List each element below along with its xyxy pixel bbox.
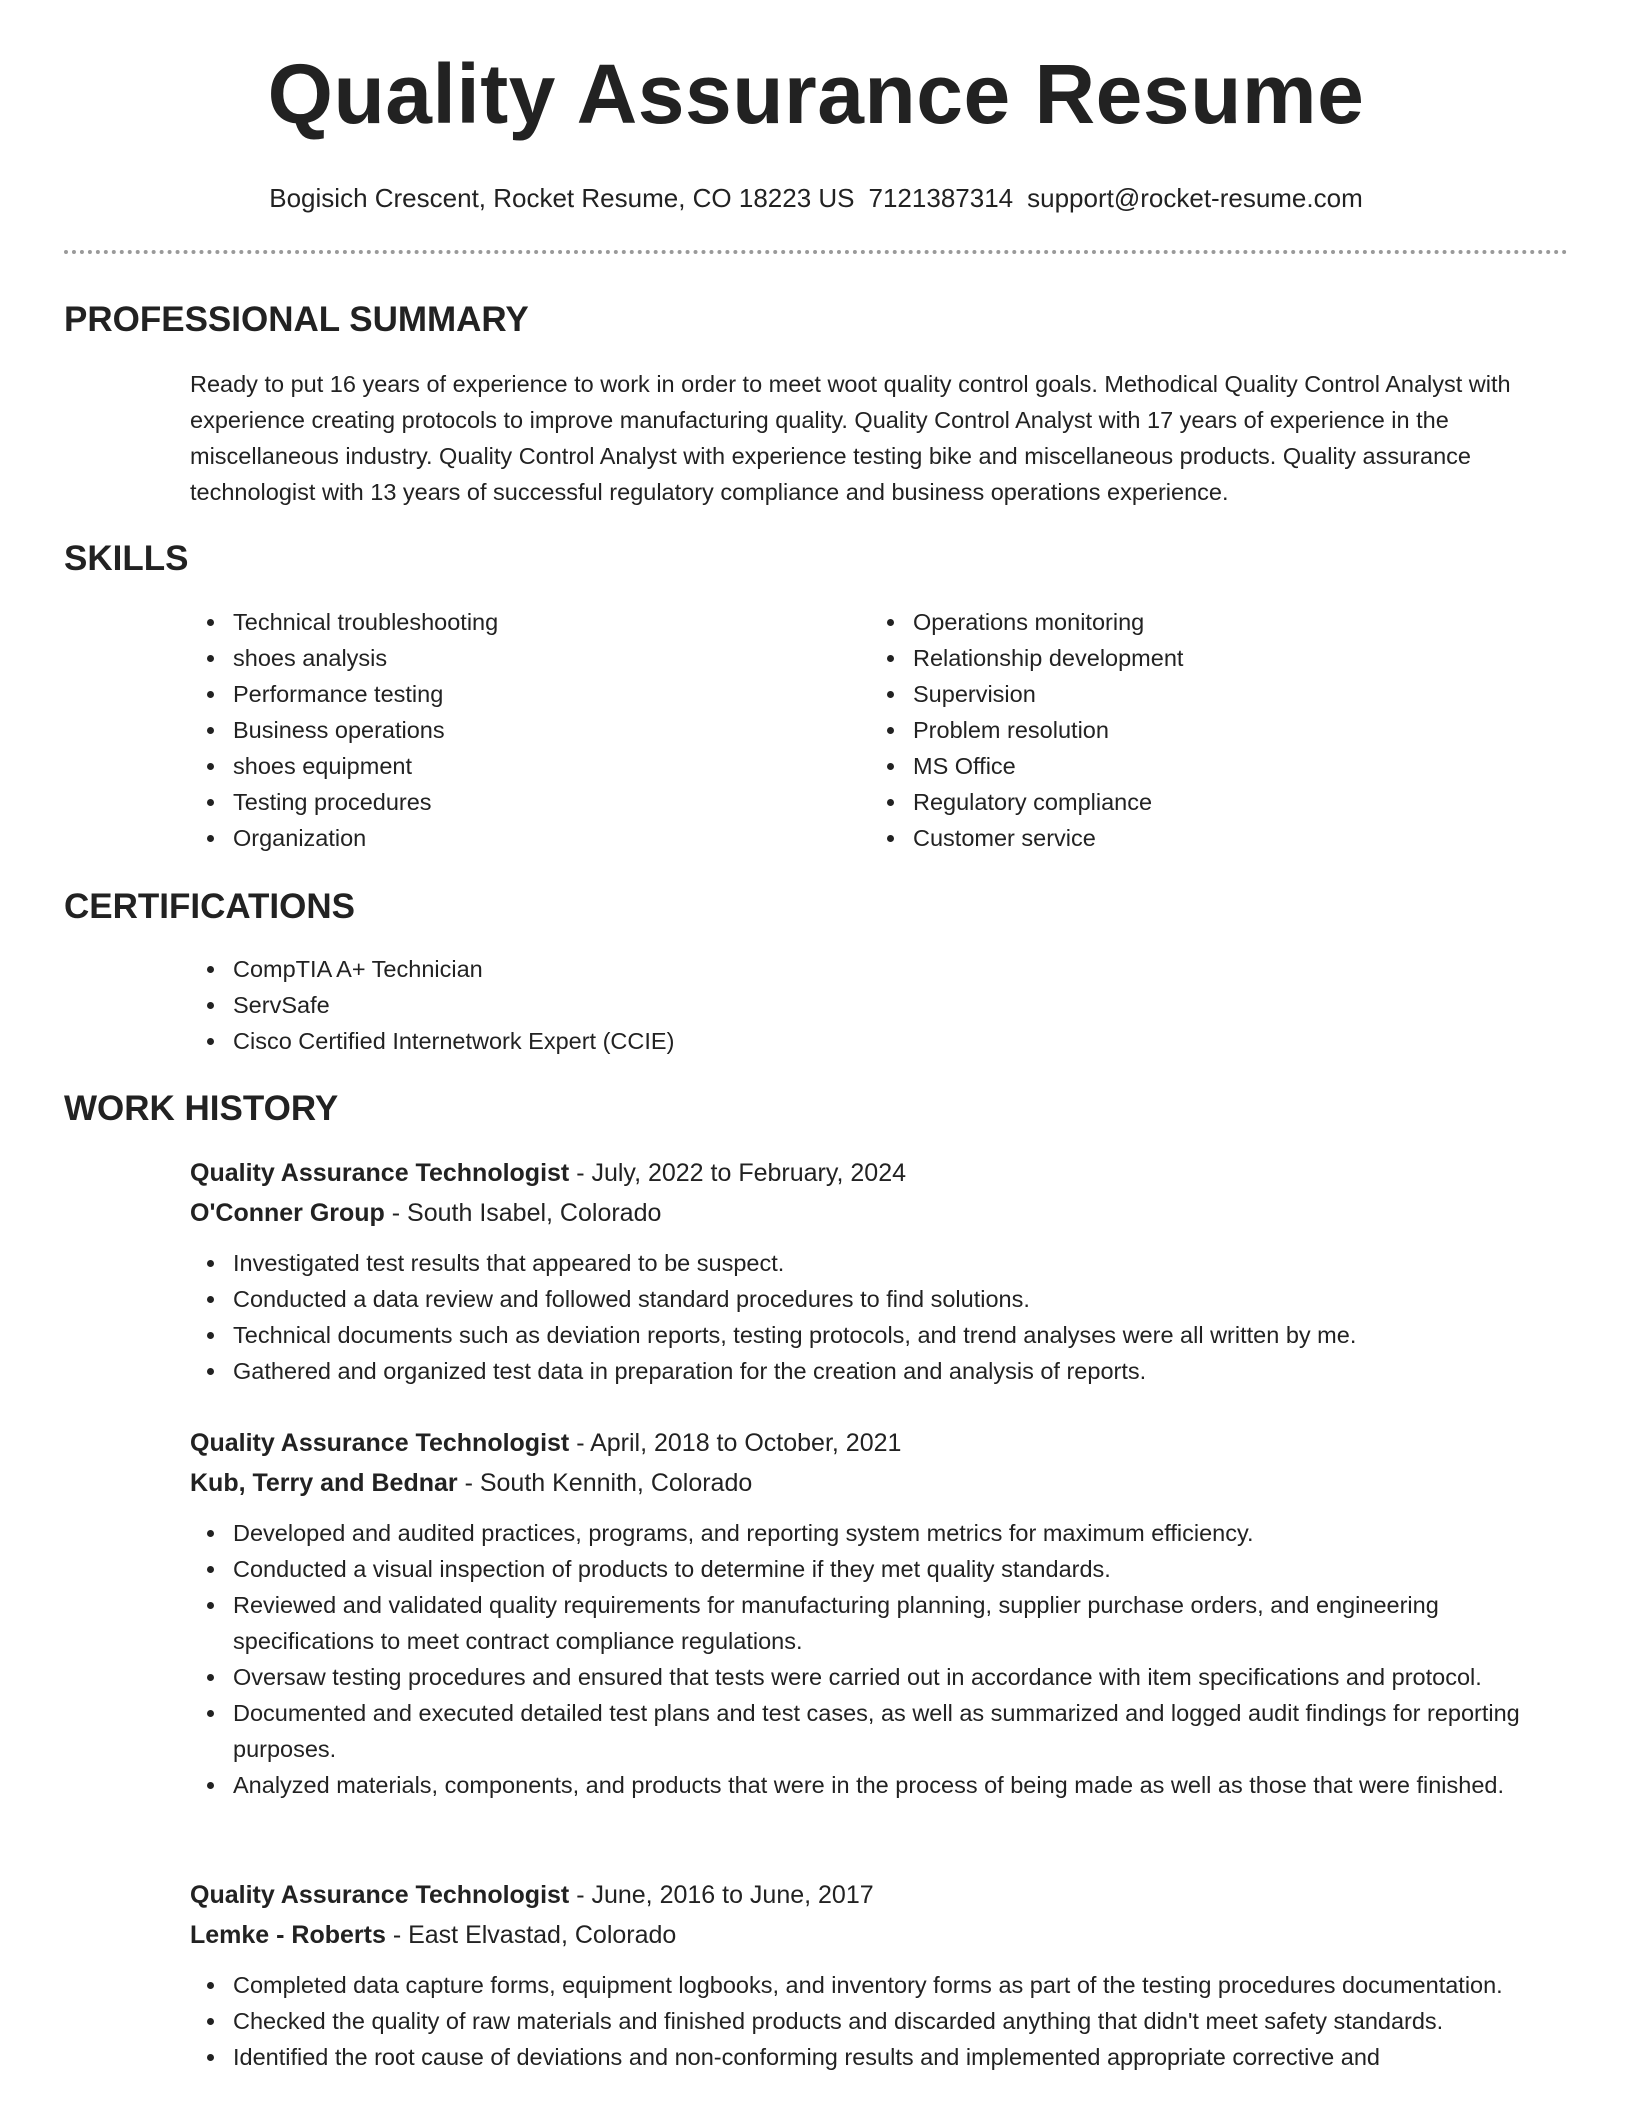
summary-heading: PROFESSIONAL SUMMARY bbox=[64, 300, 529, 339]
job-title-line bbox=[190, 1153, 1580, 1193]
skill-item: Testing procedures bbox=[190, 784, 790, 820]
email-link[interactable]: support@rocket-resume.com bbox=[1027, 183, 1363, 213]
job-duty: Identified the root cause of deviations and non-conforming results and implemented appropriate corrective and bbox=[190, 2039, 1580, 2075]
job-company: Kub, Terry and Bednar bbox=[190, 1469, 458, 1497]
skill-item: Supervision bbox=[870, 676, 1470, 712]
job-title-line bbox=[190, 1875, 1580, 1915]
skill-item: shoes analysis bbox=[190, 640, 790, 676]
skill-item: Technical troubleshooting bbox=[190, 604, 790, 640]
skill-item: Customer service bbox=[870, 820, 1470, 856]
header-divider bbox=[64, 250, 1568, 254]
job-duty: Developed and audited practices, programs, and reporting system metrics for maximum efficiency. bbox=[190, 1515, 1580, 1551]
job-role: Quality Assurance Technologist bbox=[190, 1881, 570, 1909]
skill-item: Operations monitoring bbox=[870, 604, 1470, 640]
job-duty: Investigated test results that appeared to be suspect. bbox=[190, 1245, 1580, 1281]
job-duty: Documented and executed detailed test plans and test cases, as well as summarized and logged audit findings for reporting purposes. bbox=[190, 1695, 1580, 1767]
skill-item: Business operations bbox=[190, 712, 790, 748]
job-duty: Conducted a data review and followed standard procedures to find solutions. bbox=[190, 1281, 1580, 1317]
job-entry bbox=[190, 1423, 1580, 1803]
job-location: - South Kennith, Colorado bbox=[457, 1469, 753, 1497]
job-duty: Reviewed and validated quality requirements for manufacturing planning, supplier purchase orders, and engineering specifications to meet contract compliance regulations. bbox=[190, 1587, 1580, 1659]
job-dates: - June, 2016 to June, 2017 bbox=[569, 1881, 874, 1909]
skill-item: shoes equipment bbox=[190, 748, 790, 784]
resume-title: Quality Assurance Resume bbox=[267, 47, 1365, 141]
job-duties-list bbox=[190, 1967, 1580, 2075]
job-entry bbox=[190, 1153, 1580, 1389]
certification-item: ServSafe bbox=[190, 987, 1490, 1023]
certifications-list bbox=[190, 951, 1490, 1059]
skills-list-right bbox=[870, 604, 1470, 856]
job-duty: Analyzed materials, components, and products that were in the process of being made as well as those that were finished. bbox=[190, 1767, 1580, 1803]
work-history-heading: WORK HISTORY bbox=[64, 1089, 339, 1128]
job-dates: - April, 2018 to October, 2021 bbox=[569, 1429, 902, 1457]
job-dates: - July, 2022 to February, 2024 bbox=[569, 1159, 907, 1187]
job-role: Quality Assurance Technologist bbox=[190, 1159, 570, 1187]
job-company: O'Conner Group bbox=[190, 1199, 385, 1227]
job-company-line bbox=[190, 1193, 1580, 1233]
job-duty: Technical documents such as deviation reports, testing protocols, and trend analyses were all written by me. bbox=[190, 1317, 1580, 1353]
skill-item: Problem resolution bbox=[870, 712, 1470, 748]
job-role: Quality Assurance Technologist bbox=[190, 1429, 570, 1457]
job-duty: Conducted a visual inspection of products to determine if they met quality standards. bbox=[190, 1551, 1580, 1587]
job-location: - East Elvastad, Colorado bbox=[385, 1921, 677, 1949]
job-duty: Gathered and organized test data in preparation for the creation and analysis of reports. bbox=[190, 1353, 1580, 1389]
skill-item: Relationship development bbox=[870, 640, 1470, 676]
certification-item: CompTIA A+ Technician bbox=[190, 951, 1490, 987]
skill-item: Performance testing bbox=[190, 676, 790, 712]
job-duty: Completed data capture forms, equipment logbooks, and inventory forms as part of the testing procedures documentation. bbox=[190, 1967, 1580, 2003]
job-location: - South Isabel, Colorado bbox=[384, 1199, 662, 1227]
certification-item: Cisco Certified Internetwork Expert (CCIE) bbox=[190, 1023, 1490, 1059]
job-duties-list bbox=[190, 1245, 1580, 1389]
job-company-line bbox=[190, 1915, 1580, 1955]
job-duty: Checked the quality of raw materials and finished products and discarded anything that didn't meet safety standards. bbox=[190, 2003, 1580, 2039]
skill-item: MS Office bbox=[870, 748, 1470, 784]
skills-list-left bbox=[190, 604, 790, 856]
skill-item: Regulatory compliance bbox=[870, 784, 1470, 820]
job-entry bbox=[190, 1875, 1580, 2075]
job-company: Lemke - Roberts bbox=[190, 1921, 386, 1949]
skill-item: Organization bbox=[190, 820, 790, 856]
phone-text: 7121387314 bbox=[868, 183, 1014, 213]
address-text: Bogisich Crescent, Rocket Resume, CO 18223 US bbox=[269, 183, 855, 213]
job-duty: Oversaw testing procedures and ensured that tests were carried out in accordance with item specifications and protocol. bbox=[190, 1659, 1580, 1695]
job-duties-list bbox=[190, 1515, 1580, 1803]
skills-heading: SKILLS bbox=[64, 539, 189, 578]
job-title-line bbox=[190, 1423, 1580, 1463]
job-company-line bbox=[190, 1463, 1580, 1503]
certifications-heading: CERTIFICATIONS bbox=[64, 887, 356, 926]
contact-line bbox=[0, 183, 1632, 214]
summary-text: Ready to put 16 years of experience to work in order to meet woot quality control goals. Methodical Quality Control Analyst with experience creating protocols to improve manufacturing quality. Quality Control Analyst with 17 years of experience in the miscellaneous industry. Quality Control Analyst with experience testing bike and miscellaneous products. Quality assurance technologist with 13 years of successful regulatory compliance and business operations experience. bbox=[190, 371, 1511, 505]
